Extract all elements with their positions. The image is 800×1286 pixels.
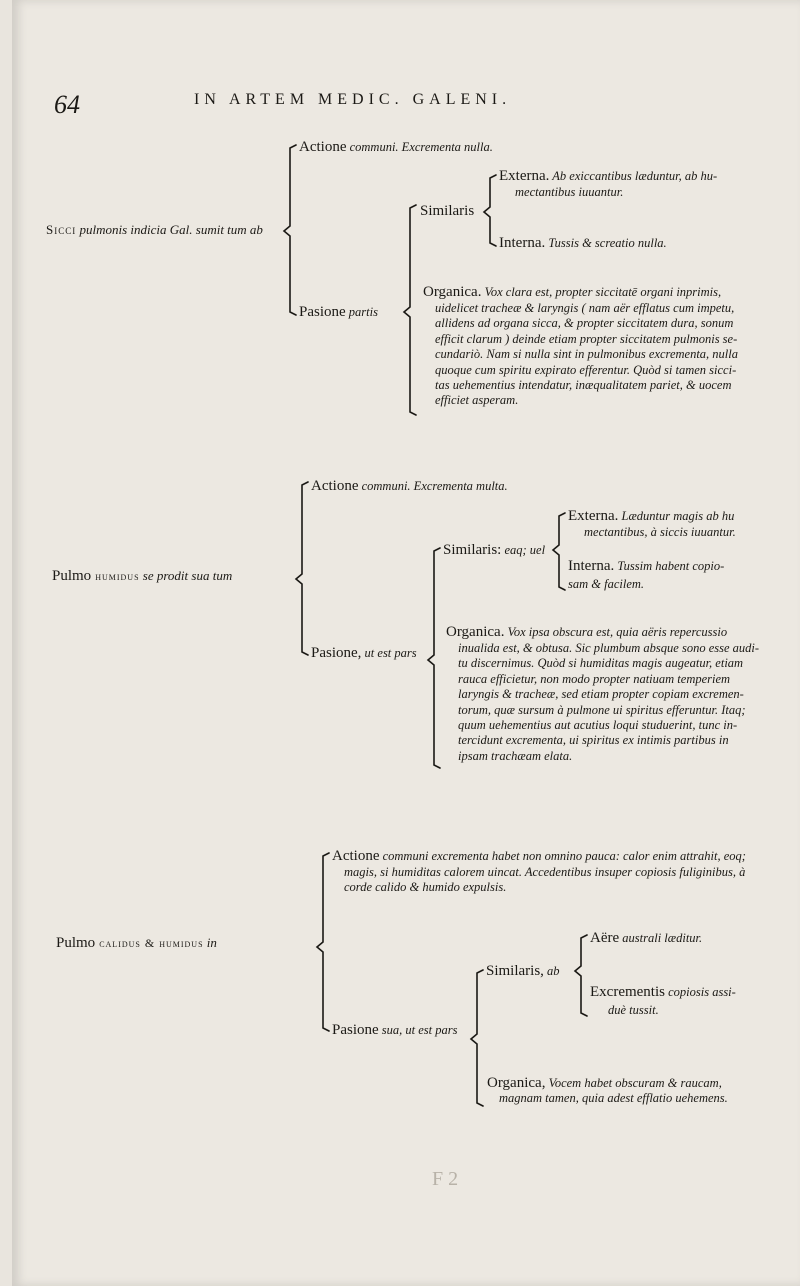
- section-1-pasione: Pasione partis: [299, 304, 378, 320]
- section-2-heading: Pulmo humidus se prodit sua tum: [52, 568, 233, 584]
- section-2-actione: Actione communi. Excrementa multa.: [311, 478, 508, 494]
- book-page: [12, 0, 800, 1286]
- page-number: 64: [54, 90, 80, 119]
- brace-2-main: [296, 482, 308, 655]
- section-3-pasione: Pasione sua, ut est pars: [332, 1022, 458, 1038]
- section-1-actione: Actione communi. Excrementa nulla.: [299, 139, 493, 155]
- section-3-aere: Aëre australi læditur.: [590, 930, 703, 946]
- section-3-similaris: Similaris, ab: [486, 963, 560, 979]
- footer-signature: F 2: [432, 1168, 459, 1190]
- section-1-heading: Sicci pulmonis indicia Gal. sumit tum ab: [46, 222, 263, 237]
- brace-2-similaris: [553, 513, 565, 590]
- section-2-pasione: Pasione, ut est pars: [311, 645, 417, 661]
- section-1-similaris: Similaris: [420, 203, 475, 219]
- section-2-interna: Interna. Tussim habent copio- sam & facilem.: [568, 558, 725, 591]
- section-1-externa: Externa. Ab exiccantibus læduntur, ab hu- mectantibus iuuantur.: [499, 168, 718, 199]
- section-3-excrementis: Excrementis copiosis assi- duè tussit.: [590, 984, 736, 1017]
- section-3-heading: Pulmo calidus & humidus in: [56, 935, 217, 951]
- brace-3-main: [317, 853, 329, 1031]
- section-3-organica: Organica, Vocem habet obscuram & raucam, magnam tamen, quia adest efflatio uehemens.: [487, 1075, 728, 1106]
- brace-2-pars: [428, 548, 440, 768]
- running-header: IN ARTEM MEDIC. GALENI.: [194, 91, 512, 108]
- section-1-organica: Organica. Vox clara est, propter siccitatē organi inprimis, uidelicet tracheæ & laryngis ( nam aër efflatus cum impetu, allidens ad organa sicca, & propter siccitatem dura, sonum efficit clarum ) deinde etiam propter siccitatem pulmonis se- cundariò. Nam si nulla sint in pulmonibus excrementa, nulla quoque cum spiritu expirato efferentur. Quòd si tamen sicci- tas uehementius intendatur, inæqualitatem pariet, & uocem efficiet asperam.: [423, 284, 738, 408]
- section-3-actione: Actione communi excrementa habet non omnino pauca: calor enim attrahit, eoq; magis, si humiditas calorem uincat. Accedentibus insuper copiosis fuliginibus, à corde calido & humido expulsis.: [332, 848, 746, 894]
- section-2-similaris: Similaris: eaq; uel: [443, 542, 546, 558]
- brace-1-main: [284, 145, 296, 315]
- section-2-externa: Externa. Læduntur magis ab hu mectantibus, à siccis iuuantur.: [568, 508, 736, 539]
- brace-3-pars: [471, 970, 483, 1106]
- brace-3-similaris: [575, 935, 587, 1016]
- brace-1-partis: [404, 205, 416, 415]
- section-1-interna: Interna. Tussis & screatio nulla.: [499, 235, 667, 251]
- section-2-organica: Organica. Vox ipsa obscura est, quia aëris repercussio inualida est, & obtusa. Sic plumbum absque sono esse audi- tu discernimus. Quòd si humiditas magis augeatur, etiam rauca efficietur, non modo propter natiuam temperiem laryngis & tracheæ, sed etiam propter copiam excremen- torum, quæ sursum à pulmone ui spiritus efferuntur. Itaq; quum uehementius aut acutius loqui studuerint, tunc in- tercidunt excrementa, ui spiritus ex intimis partibus in ipsam trachæam elata.: [446, 624, 760, 763]
- brace-1-similaris: [484, 175, 496, 246]
